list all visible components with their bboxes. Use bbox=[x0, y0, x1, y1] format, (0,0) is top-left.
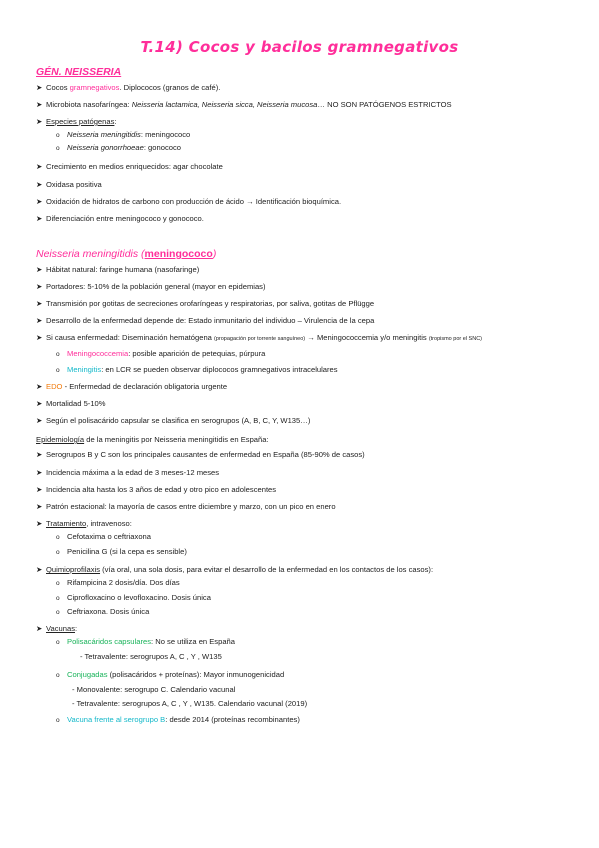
text: Patrón estacional: la mayoría de casos entre diciembre y marzo, con un pico en enero bbox=[46, 502, 336, 511]
list-item bbox=[36, 485, 276, 495]
arrow-bullet-icon: ➤ bbox=[36, 282, 43, 291]
text: de la meningitis por Neisseria meningitidis en España: bbox=[84, 435, 269, 444]
arrow-bullet-icon: ➤ bbox=[36, 316, 43, 325]
text: Crecimiento en medios enriquecidos: agar chocolate bbox=[46, 162, 223, 171]
arrow-bullet-icon: ➤ bbox=[36, 416, 43, 425]
list-item bbox=[36, 282, 266, 292]
arrow-bullet-icon: ➤ bbox=[36, 299, 43, 308]
arrow-bullet-icon: ➤ bbox=[36, 399, 43, 408]
highlight-text: Vacuna frente al serogrupo B bbox=[67, 715, 166, 724]
list-item bbox=[36, 299, 374, 309]
text: Microbiota nasofaríngea: bbox=[46, 100, 132, 109]
text: - Monovalente: serogrupo C. Calendario vacunal bbox=[72, 685, 236, 694]
sub-list-item bbox=[56, 532, 151, 543]
epidemiology-heading bbox=[36, 435, 269, 445]
text: Cocos bbox=[46, 83, 70, 92]
list-item bbox=[36, 100, 452, 110]
text: Especies patógenas bbox=[46, 117, 115, 126]
text: Si causa enfermedad: Diseminación hematógena bbox=[46, 333, 215, 342]
text: Vacunas bbox=[46, 624, 75, 633]
list-item bbox=[36, 382, 227, 392]
text: Incidencia máxima a la edad de 3 meses-12 meses bbox=[46, 468, 220, 477]
highlight-text: Meningococcemia bbox=[67, 349, 129, 358]
small-text: (propagación por torrente sanguíneo) bbox=[214, 336, 306, 342]
text: … NO SON PATÓGENOS ESTRICTOS bbox=[317, 100, 452, 109]
text: : posible aparición de petequias, púrpura bbox=[128, 349, 266, 358]
arrow-bullet-icon: ➤ bbox=[36, 214, 43, 223]
arrow-bullet-icon: ➤ bbox=[36, 162, 43, 171]
sub-list-item bbox=[56, 130, 190, 141]
arrow-bullet-icon: ➤ bbox=[36, 117, 43, 126]
text: Oxidasa positiva bbox=[46, 180, 102, 189]
sub-list-item bbox=[56, 715, 300, 726]
species-text: Neisseria gonorrhoeae bbox=[67, 143, 144, 152]
highlight-text: EDO bbox=[46, 382, 63, 391]
page-title: T.14) Cocos y bacilos gramnegativos bbox=[140, 38, 459, 56]
section-heading-neisseria bbox=[36, 66, 121, 78]
text: , intravenoso: bbox=[86, 519, 132, 528]
text: Ciprofloxacino o levofloxacino. Dosis única bbox=[67, 593, 211, 602]
text: Diferenciación entre meningococo y gonococo. bbox=[46, 214, 204, 223]
text: . Diplococos (granos de café). bbox=[119, 83, 221, 92]
arrow-bullet-icon: ➤ bbox=[36, 468, 43, 477]
sub-sub-list-item bbox=[72, 685, 235, 695]
list-item bbox=[36, 180, 102, 190]
text: Serogrupos B y C son los principales causantes de enfermedad en España (85-90% de casos) bbox=[46, 450, 365, 459]
list-item bbox=[36, 450, 365, 460]
arrow-bullet-icon: ➤ bbox=[36, 83, 43, 92]
circle-bullet-icon: o bbox=[56, 145, 60, 152]
text: Tratamiento bbox=[46, 519, 87, 528]
arrow-bullet-icon: ➤ bbox=[36, 197, 43, 206]
list-item bbox=[36, 416, 310, 426]
text: Desarrollo de la enfermedad depende de: Estado inmunitario del individuo – Virulencia de la cepa bbox=[46, 316, 375, 325]
highlight-text: Meningitis bbox=[67, 365, 102, 374]
text: Incidencia alta hasta los 3 años de edad y otro pico en adolescentes bbox=[46, 485, 277, 494]
common-name-heading: meningococo bbox=[144, 248, 213, 260]
arrow-bullet-icon: ➤ bbox=[36, 519, 43, 528]
text: : gonococo bbox=[143, 143, 181, 152]
sub-list-item bbox=[56, 143, 181, 154]
text: Mortalidad 5-10% bbox=[46, 399, 106, 408]
circle-bullet-icon: o bbox=[56, 672, 60, 679]
sub-list-item bbox=[56, 593, 211, 604]
text: Oxidación de hidratos de carbono con producción de ácido → Identificación bioquímica. bbox=[46, 197, 342, 206]
list-item bbox=[36, 265, 199, 275]
sub-list-item bbox=[56, 670, 284, 681]
circle-bullet-icon: o bbox=[56, 367, 60, 374]
sub-list-item bbox=[56, 637, 235, 648]
text: Transmisión por gotitas de secreciones orofaríngeas y respiratorias, por saliva, gotitas de Pflügge bbox=[46, 299, 375, 308]
list-item bbox=[36, 333, 482, 344]
species-text: Neisseria meningitidis bbox=[67, 130, 141, 139]
section-heading-text: GÉN. NEISSERIA bbox=[36, 66, 122, 78]
species-text: Neisseria lactamica, Neisseria sicca, Neisseria mucosa bbox=[131, 100, 318, 109]
text: : bbox=[114, 117, 117, 126]
text: - Enfermedad de declaración obligatoria urgente bbox=[62, 382, 228, 391]
text: : desde 2014 (proteínas recombinantes) bbox=[165, 715, 300, 724]
highlight-text: gramnegativos bbox=[69, 83, 120, 92]
list-item bbox=[36, 214, 204, 224]
list-item bbox=[36, 162, 223, 172]
list-item bbox=[36, 565, 433, 575]
text: Hábitat natural: faringe humana (nasofaringe) bbox=[46, 265, 200, 274]
highlight-text: Polisacáridos capsulares bbox=[67, 637, 151, 646]
list-item bbox=[36, 197, 341, 207]
circle-bullet-icon: o bbox=[56, 580, 60, 587]
text: Portadores: 5-10% de la población general (mayor en epidemias) bbox=[46, 282, 266, 291]
text: - Tetravalente: serogrupos A, C , Y , W135. Calendario vacunal (2019) bbox=[72, 699, 308, 708]
text: Cefotaxima o ceftriaxona bbox=[67, 532, 151, 541]
text: Según el polisacárido capsular se clasifica en serogrupos (A, B, C, Y, W135…) bbox=[46, 416, 311, 425]
text: : en LCR se pueden observar diplococos gramnegativos intracelulares bbox=[101, 365, 338, 374]
list-item bbox=[36, 316, 374, 326]
arrow-bullet-icon: ➤ bbox=[36, 624, 43, 633]
arrow-bullet-icon: ➤ bbox=[36, 502, 43, 511]
arrow-bullet-icon: ➤ bbox=[36, 382, 43, 391]
text: (polisacáridos + proteínas): Mayor inmunogenicidad bbox=[107, 670, 285, 679]
circle-bullet-icon: o bbox=[56, 132, 60, 139]
sub-sub-list-item bbox=[72, 699, 307, 709]
arrow-bullet-icon: ➤ bbox=[36, 180, 43, 189]
sub-list-item bbox=[56, 349, 265, 360]
circle-bullet-icon: o bbox=[56, 549, 60, 556]
highlight-text: Conjugadas bbox=[67, 670, 108, 679]
arrow-bullet-icon: ➤ bbox=[36, 450, 43, 459]
list-item bbox=[36, 117, 117, 127]
arrow-bullet-icon: ➤ bbox=[36, 485, 43, 494]
circle-bullet-icon: o bbox=[56, 639, 60, 646]
circle-bullet-icon: o bbox=[56, 351, 60, 358]
text: Quimioprofilaxis bbox=[46, 565, 101, 574]
text: → Meningococcemia y/o meningitis bbox=[305, 333, 429, 342]
text: : No se utiliza en España bbox=[151, 637, 236, 646]
circle-bullet-icon: o bbox=[56, 717, 60, 724]
circle-bullet-icon: o bbox=[56, 595, 60, 602]
list-item bbox=[36, 519, 132, 529]
list-item bbox=[36, 468, 219, 478]
list-item bbox=[36, 399, 106, 409]
sub-list-item bbox=[56, 365, 338, 376]
text: : meningococo bbox=[140, 130, 191, 139]
sub-list-item bbox=[56, 578, 180, 589]
arrow-bullet-icon: ➤ bbox=[36, 333, 43, 342]
text: Rifampicina 2 dosis/día. Dos días bbox=[67, 578, 180, 587]
section-heading-meningitidis: Neisseria meningitidis (meningococo) bbox=[36, 248, 217, 260]
circle-bullet-icon: o bbox=[56, 534, 60, 541]
small-text: (tropismo por el SNC) bbox=[428, 336, 482, 342]
species-heading: Neisseria meningitidis bbox=[36, 248, 139, 260]
text: (vía oral, una sola dosis, para evitar el desarrollo de la enfermedad en los contactos de los casos): bbox=[100, 565, 434, 574]
sub-list-item bbox=[56, 607, 149, 618]
arrow-bullet-icon: ➤ bbox=[36, 565, 43, 574]
list-item bbox=[36, 624, 77, 634]
text: Epidemiología bbox=[36, 435, 85, 444]
arrow-bullet-icon: ➤ bbox=[36, 265, 43, 274]
text: - Tetravalente: serogrupos A, C , Y , W135 bbox=[80, 652, 222, 661]
text: : bbox=[75, 624, 78, 633]
arrow-bullet-icon: ➤ bbox=[36, 100, 43, 109]
circle-bullet-icon: o bbox=[56, 609, 60, 616]
sub-sub-list-item bbox=[80, 652, 222, 662]
text: Ceftriaxona. Dosis única bbox=[67, 607, 150, 616]
list-item bbox=[36, 83, 220, 93]
list-item bbox=[36, 502, 336, 512]
sub-list-item bbox=[56, 547, 187, 558]
text: Penicilina G (si la cepa es sensible) bbox=[67, 547, 187, 556]
